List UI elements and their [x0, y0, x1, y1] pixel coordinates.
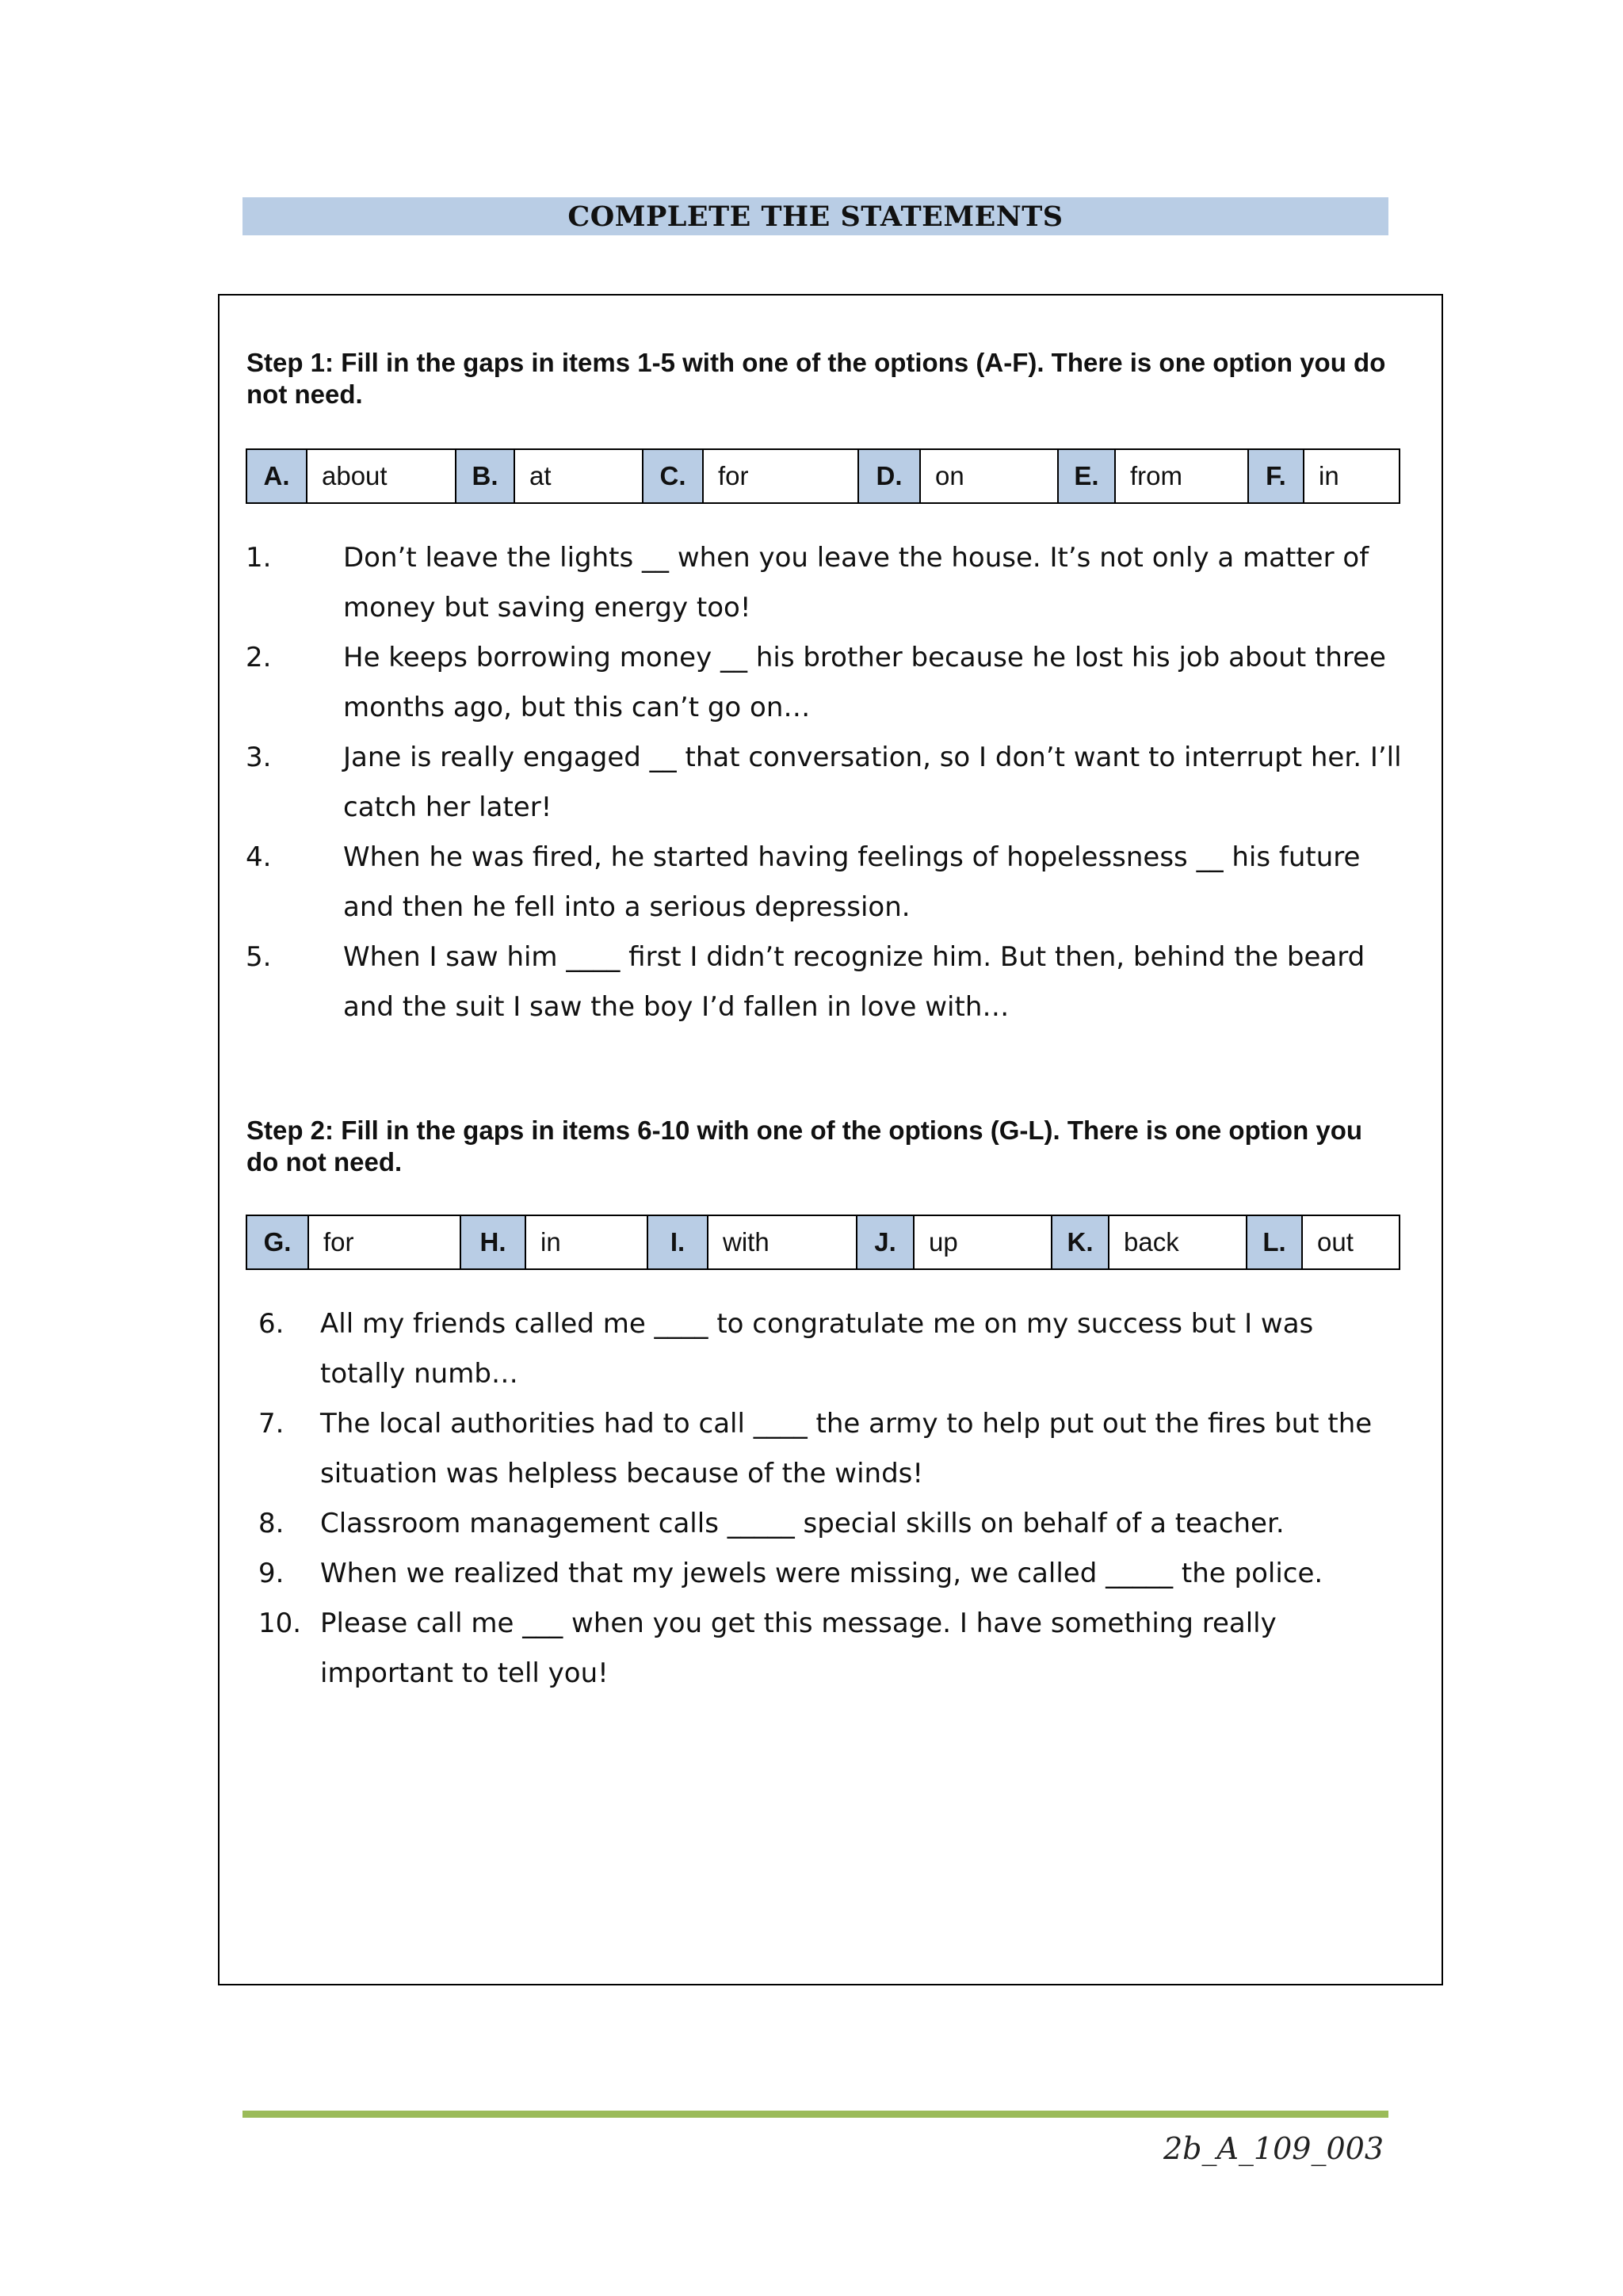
item-text: Don’t leave the lights __ when you leave the house. It’s not only a matter of money but saving energy too! [343, 542, 1369, 624]
option-letter: L. [1247, 1215, 1302, 1269]
step2-items [258, 1299, 1400, 1699]
page-title: COMPLETE THE STATEMENTS [567, 200, 1064, 233]
option-word: in [1304, 449, 1400, 503]
item-text: The local authorities had to call ____ the army to help put out the fires but the situation was helpless because of the winds! [320, 1408, 1373, 1489]
option-word: out [1302, 1215, 1400, 1269]
step1-instruction: Step 1: Fill in the gaps in items 1-5 with one of the options (A-F). There is one option you do not need. [246, 348, 1386, 409]
item-number: 8. [258, 1508, 285, 1539]
list-item [246, 533, 1411, 633]
item-number: 10. [258, 1608, 302, 1639]
item-number: 6. [258, 1308, 285, 1340]
list-item [258, 1499, 1400, 1549]
option-word: at [514, 449, 643, 503]
option-word: with [708, 1215, 857, 1269]
option-letter: I. [647, 1215, 708, 1269]
item-number: 7. [258, 1408, 285, 1440]
option-word: in [525, 1215, 647, 1269]
list-item [258, 1399, 1400, 1499]
footer-divider [242, 2111, 1388, 2118]
step1-options-table [246, 448, 1400, 504]
option-letter: D. [858, 449, 920, 503]
item-text: When I saw him ____ first I didn’t recognize him. But then, behind the beard and the suit I saw the boy I’d fallen in love with… [343, 941, 1365, 1023]
document-code: 2b_A_109_003 [1163, 2131, 1384, 2166]
option-letter: A. [246, 449, 307, 503]
item-number: 3. [246, 742, 272, 773]
step2-instruction: Step 2: Fill in the gaps in items 6-10 with one of the options (G-L). There is one option you do not need. [246, 1116, 1363, 1177]
option-letter: B. [456, 449, 514, 503]
option-letter: E. [1058, 449, 1115, 503]
item-text: He keeps borrowing money __ his brother because he lost his job about three months ago, but this can’t go on… [343, 642, 1386, 723]
list-item [246, 733, 1411, 833]
item-text: Please call me ___ when you get this message. I have something really important to tell you! [320, 1608, 1277, 1689]
item-number: 2. [246, 642, 272, 673]
option-letter: K. [1052, 1215, 1109, 1269]
option-word: for [308, 1215, 460, 1269]
list-item [246, 933, 1411, 1032]
item-number: 9. [258, 1558, 285, 1589]
option-letter: F. [1248, 449, 1304, 503]
option-word: up [914, 1215, 1052, 1269]
option-letter: J. [857, 1215, 914, 1269]
option-letter: G. [246, 1215, 308, 1269]
item-text: All my friends called me ____ to congratulate me on my success but I was totally numb… [320, 1308, 1314, 1390]
option-word: back [1109, 1215, 1247, 1269]
item-text: When we realized that my jewels were missing, we called _____ the police. [320, 1558, 1323, 1589]
option-word: on [920, 449, 1058, 503]
step2-options-table [246, 1215, 1400, 1270]
item-number: 1. [246, 542, 272, 574]
item-text: When he was fired, he started having feelings of hopelessness __ his future and then he fell into a serious depression. [343, 841, 1361, 923]
item-text: Classroom management calls _____ special skills on behalf of a teacher. [320, 1508, 1285, 1539]
item-number: 5. [246, 941, 272, 973]
list-item [258, 1299, 1400, 1399]
option-letter: C. [643, 449, 703, 503]
list-item [258, 1549, 1400, 1599]
step1-items [246, 533, 1411, 1032]
list-item [246, 833, 1411, 933]
item-text: Jane is really engaged __ that conversation, so I don’t want to interrupt her. I’ll catch her later! [343, 742, 1402, 823]
list-item [258, 1599, 1400, 1699]
option-word: about [307, 449, 456, 503]
option-letter: H. [460, 1215, 525, 1269]
option-word: from [1115, 449, 1248, 503]
option-word: for [703, 449, 858, 503]
item-number: 4. [246, 841, 272, 873]
list-item [246, 633, 1411, 733]
title-bar [242, 197, 1388, 235]
